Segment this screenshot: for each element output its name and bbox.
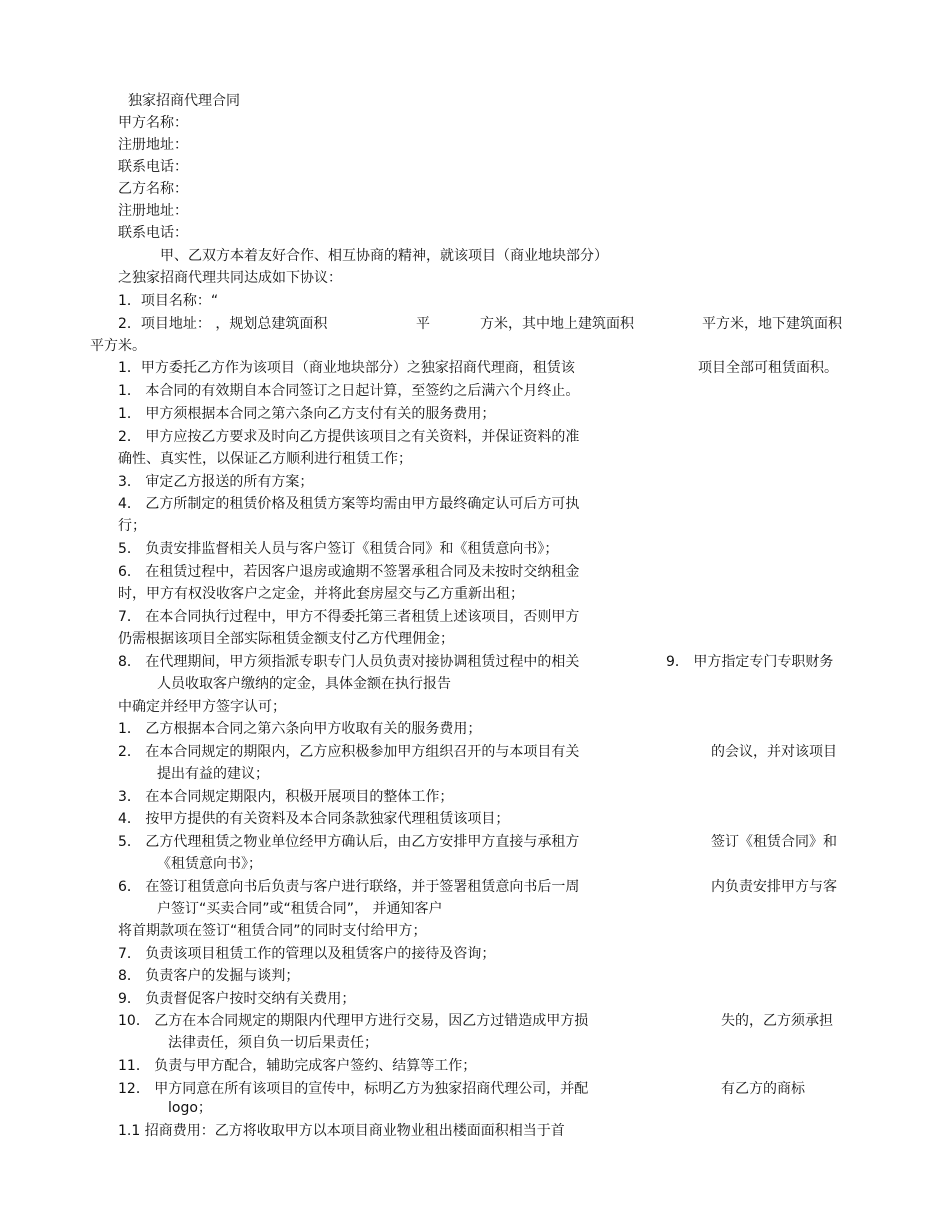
clause-line: 4． 乙方所制定的租赁价格及租赁方案等均需由甲方最终确定认可后方可执 — [118, 496, 580, 512]
clause-line: 平 — [416, 316, 430, 332]
party-b-name: 乙方名称： — [118, 181, 188, 197]
clause-line: 8． 在代理期间，甲方须指派专职专门人员负责对接协调租赁过程中的相关 — [118, 654, 580, 670]
clause-line: 《租赁意向书》； — [157, 856, 262, 872]
clause-line: 1．甲方委托乙方作为该项目（商业地块部分）之独家招商代理商，租赁该 — [118, 360, 575, 376]
clause-line: 的会议，并对该项目 — [711, 744, 837, 760]
intro-line-1: 甲、乙双方本着友好合作、相互协商的精神，就该项目（商业地块部分） — [160, 248, 608, 264]
party-b-phone: 联系电话： — [118, 225, 188, 241]
clause-line: 10． 乙方在本合同规定的期限内代理甲方进行交易，因乙方过错造成甲方损 — [118, 1013, 589, 1029]
clause-line: 11． 负责与甲方配合，辅助完成客户签约、结算等工作； — [118, 1058, 477, 1074]
clause-line: 1.1 招商费用：乙方将收取甲方以本项目商业物业租出楼面面积相当于首 — [118, 1123, 565, 1139]
clause-line: 9． 甲方指定专门专职财务 — [666, 654, 834, 670]
clause-line: 内负责安排甲方与客 — [711, 879, 837, 895]
clause-line: 提出有益的建议； — [157, 766, 269, 782]
clause-line: 9． 负责督促客户按时交纳有关费用； — [118, 991, 356, 1007]
clause-line: 2． 在本合同规定的期限内，乙方应积极参加甲方组织召开的与本项目有关 — [118, 744, 580, 760]
clause-line: 2． 甲方应按乙方要求及时向乙方提供该项目之有关资料，并保证资料的准 — [118, 429, 580, 445]
clause-line: 6． 在签订租赁意向书后负责与客户进行联络，并于签署租赁意向书后一周 — [118, 879, 580, 895]
clause-line: 3． 在本合同规定期限内，积极开展项目的整体工作； — [118, 789, 454, 805]
clause-line: 2．项目地址： ，规划总建筑面积 — [118, 316, 328, 332]
clause-line: 方米，其中地上建筑面积 — [480, 316, 634, 332]
clause-line: 有乙方的商标 — [721, 1081, 805, 1097]
clause-line: 仍需根据该项目全部实际租赁金额支付乙方代理佣金； — [118, 631, 454, 647]
clause-line: 法律责任，须自负一切后果责任； — [168, 1035, 378, 1051]
clause-line: 失的，乙方须承担 — [721, 1013, 833, 1029]
clause-line: 1． 乙方根据本合同之第六条向甲方收取有关的服务费用； — [118, 721, 482, 737]
clause-line: 5． 乙方代理租赁之物业单位经甲方确认后，由乙方安排甲方直接与承租方 — [118, 834, 580, 850]
party-a-name: 甲方名称： — [118, 115, 188, 131]
clause-line: 确性、真实性，以保证乙方顺利进行租赁工作； — [118, 451, 412, 467]
party-a-phone: 联系电话： — [118, 159, 188, 175]
clause-line: 4． 按甲方提供的有关资料及本合同条款独家代理租赁该项目； — [118, 811, 510, 827]
clause-line: 平方米。 — [90, 338, 146, 354]
party-a-address: 注册地址： — [118, 137, 188, 153]
clause-line: logo； — [168, 1100, 212, 1116]
clause-line: 时，甲方有权没收客户之定金，并将此套房屋交与乙方重新出租； — [118, 586, 524, 602]
intro-line-2: 之独家招商代理共同达成如下协议： — [118, 270, 342, 286]
clause-line: 人员收取客户缴纳的定金，具体金额在执行报告 — [157, 676, 451, 692]
clause-line: 1． 本合同的有效期自本合同签订之日起计算，至签约之后满六个月终止。 — [118, 383, 580, 399]
clause-line: 3． 审定乙方报送的所有方案； — [118, 474, 314, 490]
document-title: 独家招商代理合同 — [128, 93, 240, 109]
clause-line: 项目全部可租赁面积。 — [698, 360, 838, 376]
clause-line: 6． 在租赁过程中，若因客户退房或逾期不签署承租合同及未按时交纳租金 — [118, 564, 580, 580]
party-b-address: 注册地址： — [118, 203, 188, 219]
clause-line: 12． 甲方同意在所有该项目的宣传中，标明乙方为独家招商代理公司，并配 — [118, 1081, 589, 1097]
clause-line: 5． 负责安排监督相关人员与客户签订《租赁合同》和《租赁意向书》； — [118, 541, 559, 557]
clause-line: 户签订“买卖合同”或“租赁合同”， 并通知客户 — [157, 901, 443, 917]
clause-line: 签订《租赁合同》和 — [711, 834, 837, 850]
clause-line: 将首期款项在签订“租赁合同”的同时支付给甲方； — [118, 923, 427, 939]
clause-line: 行； — [118, 518, 146, 534]
clause-line: 1．项目名称：“ — [118, 293, 219, 309]
clause-line: 1． 甲方须根据本合同之第六条向乙方支付有关的服务费用； — [118, 406, 496, 422]
clause-line: 7． 负责该项目租赁工作的管理以及租赁客户的接待及咨询； — [118, 946, 496, 962]
clause-line: 8． 负责客户的发掘与谈判； — [118, 968, 300, 984]
clause-line: 中确定并经甲方签字认可； — [118, 699, 286, 715]
clause-line: 平方米，地下建筑面积 — [702, 316, 842, 332]
clause-line: 7． 在本合同执行过程中，甲方不得委托第三者租赁上述该项目，否则甲方 — [118, 609, 580, 625]
